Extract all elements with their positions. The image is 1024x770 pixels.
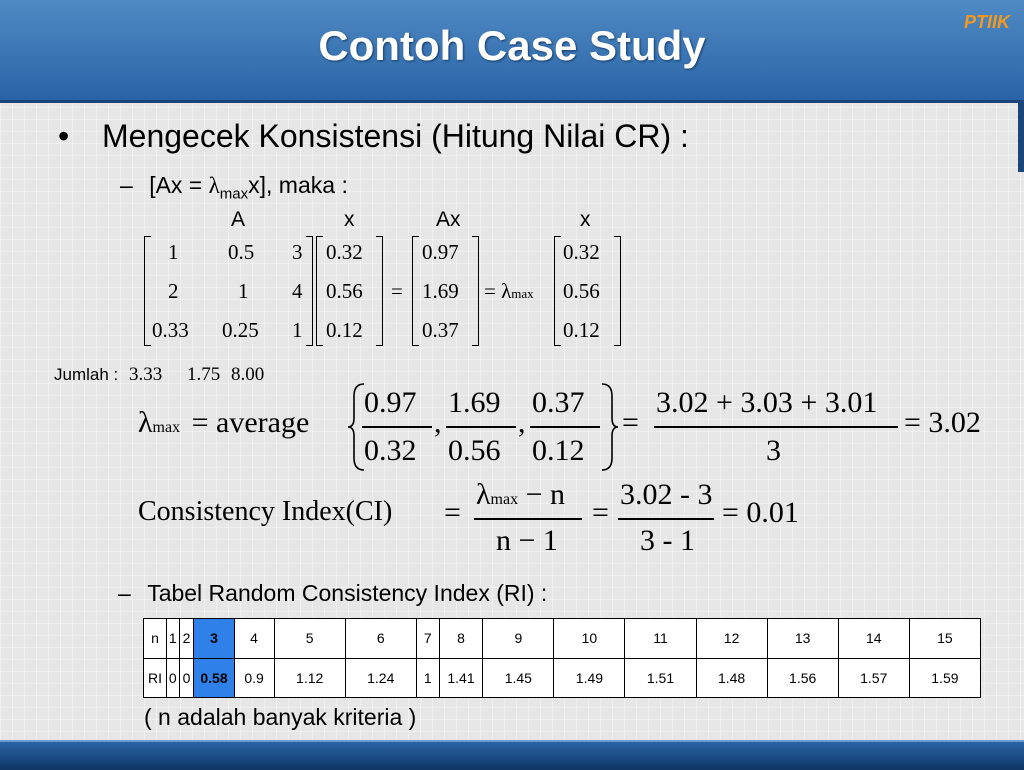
frac-den: 0.32 xyxy=(364,434,417,467)
equals-sign: = xyxy=(444,496,461,529)
table-cell: 0.9 xyxy=(234,658,274,698)
frac-den: 0.56 xyxy=(448,434,501,467)
vector-ax-bracket-right xyxy=(472,236,479,346)
table-cell: RI xyxy=(144,658,167,698)
frac-line xyxy=(618,518,714,520)
sub-bullet-ax xyxy=(120,172,348,203)
a-cell: 0.5 xyxy=(228,240,255,264)
ci-numerator-2: 3.02 - 3 xyxy=(620,478,713,511)
table-cell: 1.49 xyxy=(554,658,625,698)
sub-ri-text: Tabel Random Consistency Index (RI) : xyxy=(147,580,548,606)
header-a: A xyxy=(231,208,246,231)
header-ax: Ax xyxy=(436,208,461,231)
a-cell: 4 xyxy=(292,279,303,303)
matrix-a-bracket-left xyxy=(144,236,151,346)
lambda-max-symbol xyxy=(484,279,534,304)
table-cell: 1 xyxy=(416,658,439,698)
x-cell: 0.56 xyxy=(326,279,363,303)
table-cell: 7 xyxy=(416,619,439,659)
frac-num: 0.37 xyxy=(532,386,585,419)
a-cell: 1 xyxy=(168,240,179,264)
lambda-eq-sub: max xyxy=(152,419,181,436)
table-cell: 1.57 xyxy=(838,658,909,698)
table-cell: 0.58 xyxy=(194,658,234,698)
sum-denominator: 3 xyxy=(766,434,781,467)
frac-line xyxy=(530,426,600,428)
ri-table xyxy=(143,618,981,698)
frac-comma: , xyxy=(518,406,526,439)
table-cell: 1.59 xyxy=(909,658,980,698)
a-cell: 1 xyxy=(292,318,303,342)
ci-numerator xyxy=(476,478,565,512)
frac-comma: , xyxy=(434,406,442,439)
equals-sign: = xyxy=(592,496,609,529)
table-row xyxy=(144,619,981,659)
equals-sign: = xyxy=(391,279,403,303)
ax-cell: 1.69 xyxy=(422,279,459,303)
ci-num-rest: − n xyxy=(518,478,566,511)
table-cell: 12 xyxy=(696,619,767,659)
ci-denominator-2: 3 - 1 xyxy=(640,524,695,557)
ci-lambda: λ xyxy=(476,478,491,511)
jumlah-value: 1.75 xyxy=(186,364,221,385)
jumlah-value: 8.00 xyxy=(230,364,265,385)
ci-lambda-sub: max xyxy=(490,491,519,508)
lambda-eq-lhs xyxy=(138,406,309,440)
sub-dash: – xyxy=(118,580,131,606)
a-cell: 3 xyxy=(292,240,303,264)
table-cell: 2 xyxy=(179,619,194,659)
table-cell: 11 xyxy=(625,619,696,659)
frac-num: 0.97 xyxy=(364,386,417,419)
a-cell: 2 xyxy=(168,279,179,303)
table-cell: 10 xyxy=(554,619,625,659)
table-cell: 15 xyxy=(909,619,980,659)
vector-x-bracket-left xyxy=(316,236,323,346)
matrix-a-bracket-right xyxy=(306,236,313,346)
jumlah-row xyxy=(54,364,264,386)
lambda-result: = 3.02 xyxy=(904,406,981,439)
table-cell: 1 xyxy=(166,619,179,659)
lambda-max-text: = λ xyxy=(484,279,512,303)
lambda-eq-average: = average xyxy=(191,406,310,439)
slide-title: Contoh Case Study xyxy=(318,22,706,69)
header-accent-bar xyxy=(1018,100,1024,172)
sub-rest: x], maka : xyxy=(248,172,348,198)
sum-numerator: 3.02 + 3.03 + 3.01 xyxy=(656,386,878,419)
x2-cell: 0.12 xyxy=(563,318,600,342)
sub-open: [Ax = xyxy=(149,172,209,198)
vector-ax-bracket-left xyxy=(412,236,419,346)
sub-bullet-ri xyxy=(118,580,547,607)
frac-line xyxy=(654,426,898,428)
header-x: x xyxy=(344,208,355,231)
table-cell: 1.48 xyxy=(696,658,767,698)
ci-result: = 0.01 xyxy=(722,496,799,529)
x-cell: 0.32 xyxy=(326,240,363,264)
table-cell: 8 xyxy=(439,619,483,659)
note-text: ( n adalah banyak kriteria ) xyxy=(144,704,417,730)
ax-cell: 0.97 xyxy=(422,240,459,264)
ptiik-logo: PTIIK xyxy=(963,12,1010,32)
table-cell: 3 xyxy=(194,619,234,659)
table-cell: 0 xyxy=(166,658,179,698)
slide-footer xyxy=(0,740,1024,770)
a-cell: 1 xyxy=(238,279,249,303)
slide-header xyxy=(0,0,1024,103)
lambda-eq-symbol: λ xyxy=(138,406,153,439)
table-cell: 4 xyxy=(234,619,274,659)
jumlah-label: Jumlah : xyxy=(54,365,119,384)
vector-x-bracket-right xyxy=(376,236,383,346)
table-cell: 0 xyxy=(179,658,194,698)
table-cell: 1.24 xyxy=(345,658,416,698)
table-cell: 9 xyxy=(483,619,554,659)
a-cell: 0.25 xyxy=(222,318,259,342)
frac-num: 1.69 xyxy=(448,386,501,419)
lambda-sub: max xyxy=(219,185,249,203)
table-cell: 6 xyxy=(345,619,416,659)
frac-line xyxy=(474,518,582,520)
table-cell: 1.41 xyxy=(439,658,483,698)
header-x2: x xyxy=(580,208,591,231)
table-cell: 5 xyxy=(274,619,345,659)
frac-line xyxy=(362,426,432,428)
sub-dash: – xyxy=(120,172,133,198)
table-cell: 1.56 xyxy=(767,658,838,698)
table-cell: 1.51 xyxy=(625,658,696,698)
a-cell: 0.33 xyxy=(152,318,189,342)
table-cell: 13 xyxy=(767,619,838,659)
table-cell: 14 xyxy=(838,619,909,659)
equals-sign: = xyxy=(622,406,639,439)
bullet-dot: • xyxy=(58,118,70,154)
x2-cell: 0.56 xyxy=(563,279,600,303)
x-cell: 0.12 xyxy=(326,318,363,342)
frac-den: 0.12 xyxy=(532,434,585,467)
table-row xyxy=(144,658,981,698)
bullet-text: Mengecek Konsistensi (Hitung Nilai CR) : xyxy=(102,118,689,154)
ci-denominator: n − 1 xyxy=(496,524,558,557)
vector-x2-bracket-right xyxy=(614,236,621,346)
table-cell: 1.45 xyxy=(483,658,554,698)
ci-label: Consistency Index(CI) xyxy=(138,496,393,527)
jumlah-value: 3.33 xyxy=(128,364,163,385)
frac-line xyxy=(446,426,516,428)
table-cell: 1.12 xyxy=(274,658,345,698)
lambda-symbol: λ xyxy=(208,173,220,198)
lambda-max-sub: max xyxy=(511,286,534,301)
ax-cell: 0.37 xyxy=(422,318,459,342)
table-cell: n xyxy=(144,619,167,659)
vector-x2-bracket-left xyxy=(554,236,561,346)
right-brace xyxy=(598,382,620,472)
x2-cell: 0.32 xyxy=(563,240,600,264)
